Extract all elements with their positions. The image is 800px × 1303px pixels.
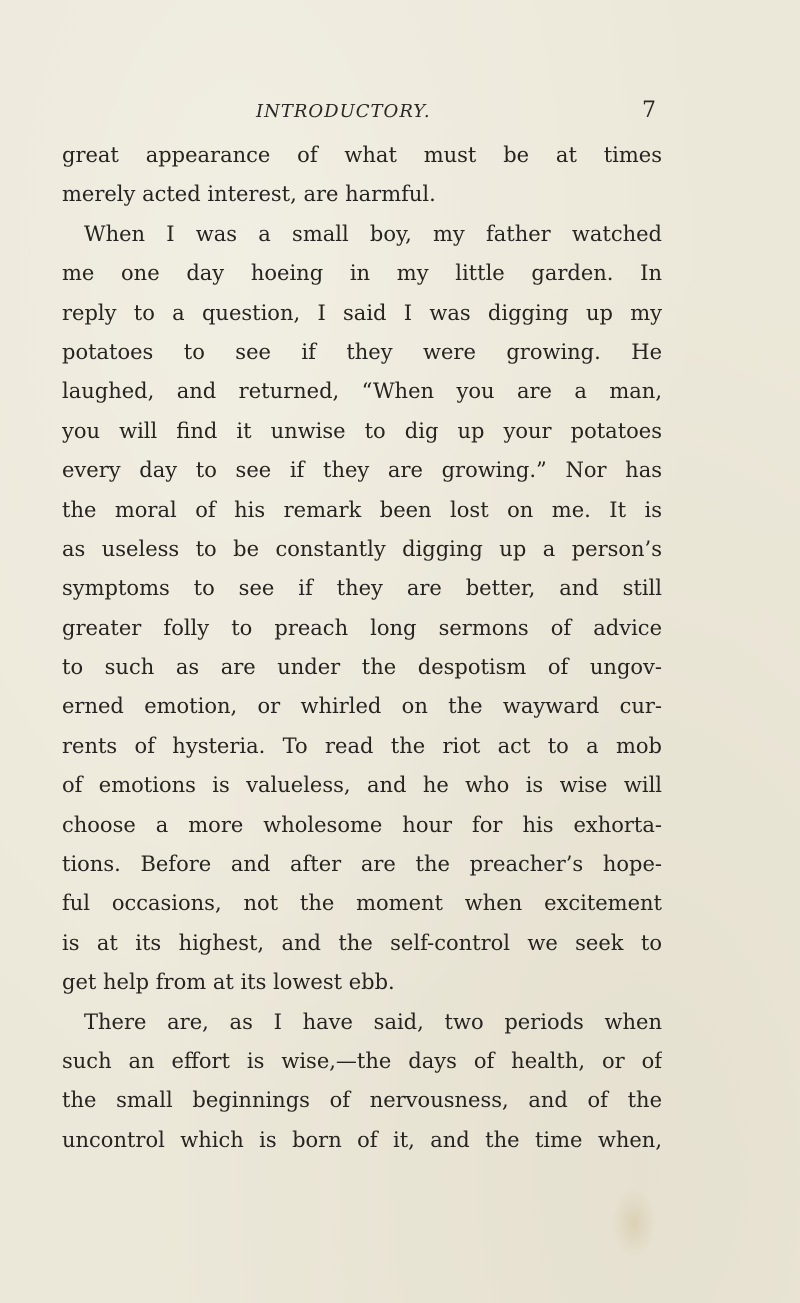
text-line: merely acted interest, are harmful. <box>62 182 436 207</box>
text-line: ful occasions, not the moment when excitement <box>62 891 662 916</box>
text-line: the small beginnings of nervousness, and of the <box>62 1088 662 1113</box>
text-line: such an effort is wise,—the days of health, or of <box>62 1048 662 1073</box>
text-line: reply to a question, I said I was digging up my <box>62 300 662 325</box>
text-line: of emotions is valueless, and he who is wise will <box>62 773 662 798</box>
text-line: get help from at its lowest ebb. <box>62 970 395 995</box>
text-line: symptoms to see if they are better, and still <box>62 576 662 601</box>
text-line: the moral of his remark been lost on me. It is <box>62 497 662 522</box>
text-line: When I was a small boy, my father watched <box>84 221 662 246</box>
text-line: as useless to be constantly digging up a person’s <box>62 536 662 561</box>
text-line: erned emotion, or whirled on the wayward cur- <box>62 694 662 719</box>
running-head: INTRODUCTORY. <box>256 101 431 122</box>
text-line: me one day hoeing in my little garden. In <box>62 261 662 286</box>
text-line: every day to see if they are growing.” Nor has <box>62 458 662 483</box>
text-line: There are, as I have said, two periods when <box>84 1009 662 1034</box>
body-text <box>62 136 662 1160</box>
text-line: potatoes to see if they were growing. He <box>62 339 662 364</box>
text-line: is at its highest, and the self-control we seek to <box>62 930 662 955</box>
text-line: choose a more wholesome hour for his exhorta- <box>62 812 662 837</box>
text-line: to such as are under the despotism of ungov- <box>62 655 662 680</box>
paper-stain <box>612 1188 656 1258</box>
text-line: laughed, and returned, “When you are a man, <box>62 379 662 404</box>
text-line: tions. Before and after are the preacher’s hope- <box>62 852 662 877</box>
text-line: great appearance of what must be at times <box>62 143 662 167</box>
text-line: rents of hysteria. To read the riot act to a mob <box>62 733 662 758</box>
text-line: greater folly to preach long sermons of advice <box>62 615 662 640</box>
page-number: 7 <box>642 98 656 123</box>
text-line: uncontrol which is born of it, and the time when, <box>62 1127 662 1152</box>
text-line: you will find it unwise to dig up your potatoes <box>62 418 662 443</box>
